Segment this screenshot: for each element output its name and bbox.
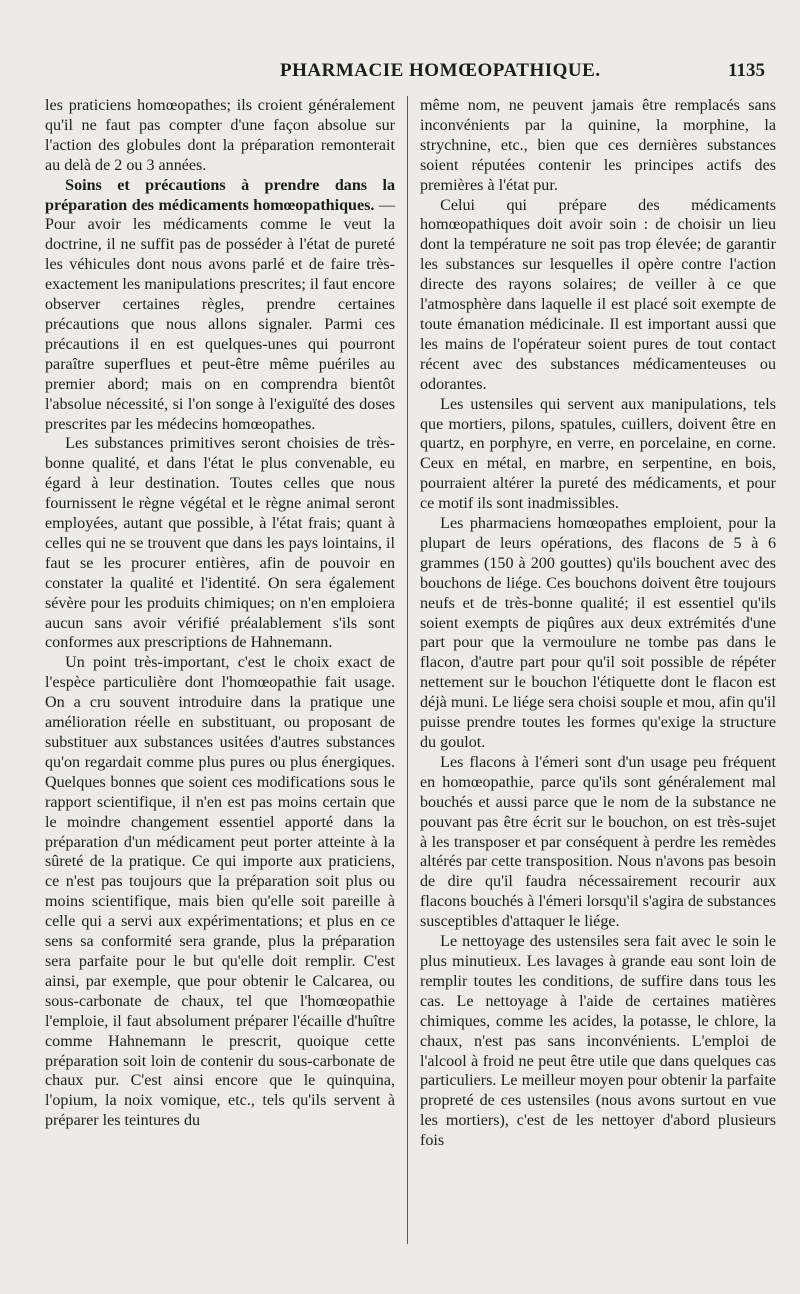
left-column — [45, 96, 395, 1131]
right-column — [420, 96, 776, 1151]
paragraph: Celui qui prépare des médicaments homœopathiques doit avoir soin : de choisir un lieu dont la température ne soit pas trop élevée; de garantir les substances sur lesquelles il opère contre l'action directe des rayons solaires; de veiller à ce que l'atmosphère dans laquelle il est placé soit exempte de toute émanation médicinale. Il est important aussi que les mains de l'opérateur soient pures de tout contact récent avec des substances médicamenteuses ou odorantes. — [420, 196, 776, 393]
paragraph: Les substances primitives seront choisies de très-bonne qualité, et dans l'état le plus convenable, eu égard à leur destination. Toutes celles que nous fournissent le règne végétal et le règne animal seront employées, autant que possible, à l'état frais; quant à celles qui ne se trouvent que dans les pays lointains, il faut se les procurer entières, afin de pouvoir en constater la qualité et l'identité. On sera également sévère pour les produits chimiques; on n'en emploiera aucun sans avoir vérifié préalablement s'ils sont conformes aux prescriptions de Hahnemann. — [45, 435, 395, 652]
paragraph: même nom, ne peuvent jamais être remplacés sans inconvénients par la quinine, la morphine, la strychnine, etc., bien que ces dernières substances soient réputées contenir les principes actifs des premières à l'état pur. — [420, 97, 776, 194]
paragraph: Les flacons à l'émeri sont d'un usage peu fréquent en homœopathie, parce qu'ils sont généralement mal bouchés et aussi parce que le nom de la substance ne pouvant pas être écrit sur le bouchon, on est très-sujet à les transposer et par conséquent à perdre les remèdes altérés par cette transposition. Nous n'avons pas besoin de dire qu'il faudra nécessairement recourir aux flacons bouchés à l'émeri lorsqu'il s'agira de substances susceptibles d'attaquer le liége. — [420, 753, 776, 931]
paragraph: Les ustensiles qui servent aux manipulations, tels que mortiers, pilons, spatules, cuillers, doivent être en quartz, en porphyre, en verre, en porcelaine, en corne. Ceux en métal, en marbre, en serpentine, en bois, pourraient altérer la pureté des médicaments, et pour ce motif ils sont inadmissibles. — [420, 395, 776, 513]
section-heading: Soins et précautions à prendre dans la préparation des médicaments homœopathiques. — [45, 176, 395, 214]
paragraph: les praticiens homœopathes; ils croient généralement qu'il ne faut pas compter d'une façon absolue sur l'action des globules dont la préparation remonterait au delà de 2 ou 3 années. — [45, 97, 395, 174]
page-number: 1135 — [728, 60, 765, 81]
running-head — [0, 60, 800, 86]
column-divider — [407, 96, 408, 1244]
running-head-title: PHARMACIE HOMŒOPATHIQUE. — [280, 60, 601, 81]
paragraph — [45, 176, 395, 435]
paragraph: Le nettoyage des ustensiles sera fait avec le soin le plus minutieux. Les lavages à grande eau sont loin de remplir toutes les conditions, de suffire dans tous les cas. Le nettoyage à l'aide de certaines matières chimiques, comme les acides, la potasse, le chlore, la chaux, n'est pas sans inconvénients. L'emploi de l'alcool à froid ne peut être utile que dans quelques cas particuliers. Le meilleur moyen pour obtenir la parfaite propreté de ces ustensiles (nous avons surtout en vue les mortiers), c'est de les nettoyer d'abord plusieurs fois — [420, 933, 776, 1150]
paragraph-text: — Pour avoir les médicaments comme le veut la doctrine, il ne suffit pas de posséder à l'état de pureté les véhicules dont nous avons parlé et de faire très-exactement les manipulations prescrites; il faut encore observer certaines règles, prendre certaines précautions que nous allons signaler. Parmi ces précautions il en est quelques-unes qui pourront paraître superflues et peut-être même puériles au premier abord; mais on en comprendra bientôt l'absolue nécessité, si l'on songe à l'exiguïté des doses prescrites par les médecins homœopathes. — [45, 196, 395, 433]
paragraph: Les pharmaciens homœopathes emploient, pour la plupart de leurs opérations, des flacons de 5 à 6 grammes (150 à 200 gouttes) qu'ils bouchent avec des bouchons de liége. Ces bouchons doivent être toujours neufs et de très-bonne qualité; il est essentiel qu'ils soient exempts de piqûres aux deux extrémités d'une part pour que la vermoulure ne tombe pas dans le flacon, d'autre part pour qu'il soit possible de répéter nettement sur le bouchon l'étiquette dont le flacon est déjà muni. Le liége sera choisi souple et mou, afin qu'il puisse prendre toutes les formes qu'exige la structure du goulot. — [420, 515, 776, 751]
paragraph: Un point très-important, c'est le choix exact de l'espèce particulière dont l'homœopathie fait usage. On a cru souvent introduire dans la pratique une amélioration réelle en substituant, ou proposant de substituer aux substances usitées d'autres substances qu'on regardait comme plus pures ou plus énergiques. Quelques bonnes que soient ces modifications sous le rapport scientifique, il n'en est pas moins certain que le moindre changement essentiel apporté dans la préparation d'un médicament peut porter atteinte à la sûreté de la pratique. Ce qui importe aux praticiens, ce n'est pas toujours que la préparation soit plus ou moins scientifique, mais bien qu'elle soit pareille à celle qui a servi aux expérimentations; et plus en ce sens sa conformité sera grande, plus la préparation sera parfaite pour le but qu'elle doit remplir. C'est ainsi, par exemple, que pour obtenir le Calcarea, ou sous-carbonate de chaux, tel que l'homœopathie l'emploie, il faut absolument préparer l'écaille d'huître comme Hahnemann le prescrit, quoique cette préparation soit loin de contenir du sous-carbonate de chaux pur. C'est ainsi encore que le quinquina, l'opium, la noix vomique, etc., tels qu'ils servent à préparer les teintures du — [45, 654, 395, 1130]
